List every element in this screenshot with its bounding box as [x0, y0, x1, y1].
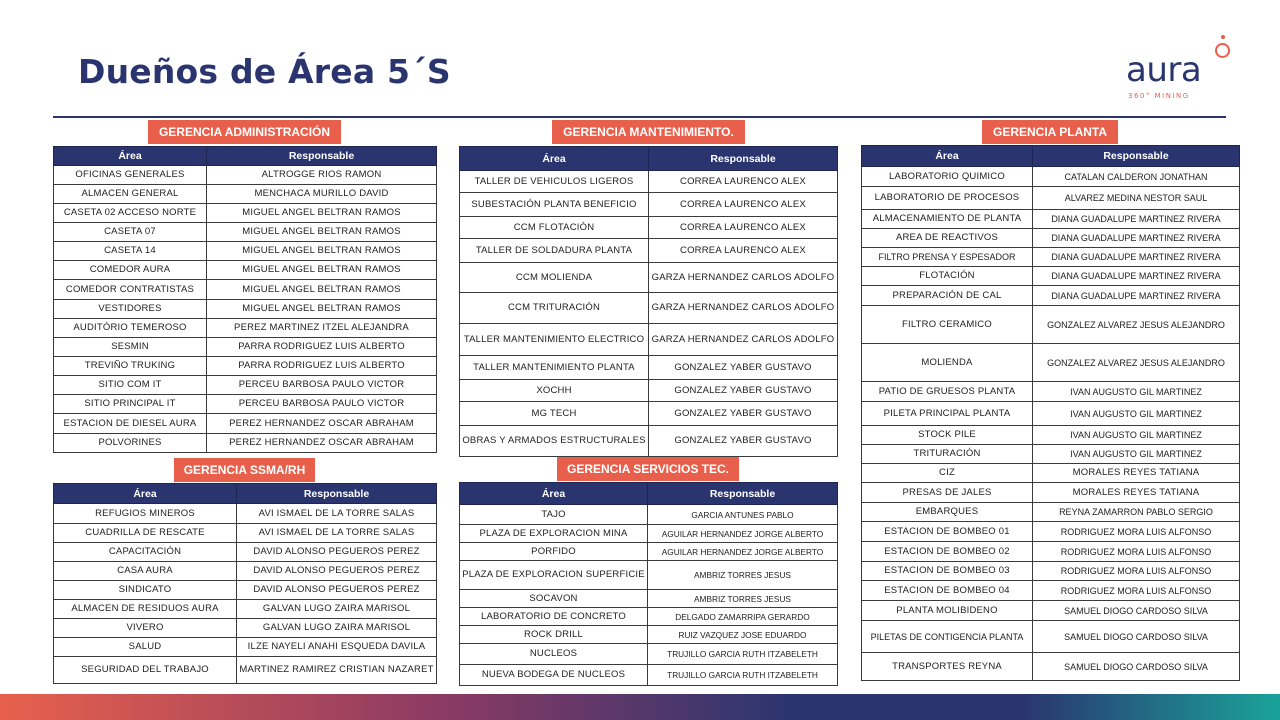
cell-area: FILTRO CERAMICO — [862, 306, 1033, 344]
cell-responsable: GONZALEZ ALVAREZ JESUS ALEJANDRO — [1033, 344, 1240, 382]
table-row — [54, 280, 437, 300]
cell-area: CUADRILLA DE RESCATE — [54, 524, 237, 543]
cell-responsable: SAMUEL DIOGO CARDOSO SILVA — [1033, 621, 1240, 653]
cell-responsable: DIANA GUADALUPE MARTINEZ RIVERA — [1033, 229, 1240, 248]
table-row — [460, 263, 838, 293]
cell-responsable: GARZA HERNANDEZ CARLOS ADOLFO — [649, 293, 838, 324]
cell-area: ROCK DRILL — [460, 626, 648, 644]
cell-area: PLAZA DE EXPLORACION MINA — [460, 525, 648, 543]
cell-responsable: ILZE NAYELI ANAHI ESQUEDA DAVILA — [237, 638, 437, 657]
cell-area: PREPARACIÓN DE CAL — [862, 286, 1033, 306]
cell-area: CASETA 07 — [54, 223, 207, 242]
table-row — [862, 581, 1240, 601]
cell-responsable: SAMUEL DIOGO CARDOSO SILVA — [1033, 601, 1240, 621]
cell-area: PLANTA MOLIBIDENO — [862, 601, 1033, 621]
page-title: Dueños de Área 5´S — [78, 52, 451, 91]
cell-responsable: DIANA GUADALUPE MARTINEZ RIVERA — [1033, 248, 1240, 267]
cell-area: OFICINAS GENERALES — [54, 166, 207, 185]
title-divider — [53, 116, 1226, 118]
cell-responsable: TRUJILLO GARCIA RUTH ITZABELETH — [648, 644, 838, 665]
table-row — [54, 185, 437, 204]
cell-responsable: IVAN AUGUSTO GIL MARTINEZ — [1033, 426, 1240, 445]
header-responsable: Responsable — [237, 484, 437, 504]
table-row — [862, 621, 1240, 653]
table-row — [862, 542, 1240, 562]
table-row — [460, 293, 838, 324]
table-row — [460, 608, 838, 626]
cell-area: VIVERO — [54, 619, 237, 638]
cell-area: LABORATORIO DE CONCRETO — [460, 608, 648, 626]
table-row — [460, 644, 838, 665]
cell-responsable: RODRIGUEZ MORA LUIS ALFONSO — [1033, 542, 1240, 562]
cell-area: TALLER MANTENIMIENTO ELECTRICO — [460, 324, 649, 356]
cell-area: VESTIDORES — [54, 300, 207, 319]
table-row — [54, 524, 437, 543]
cell-area: FLOTACIÓN — [862, 267, 1033, 286]
badge-gerencia-administracion: GERENCIA ADMINISTRACIÓN — [148, 120, 341, 144]
cell-responsable: MARTINEZ RAMIREZ CRISTIAN NAZARET — [237, 657, 437, 684]
table-row — [460, 402, 838, 426]
cell-area: TAJO — [460, 505, 648, 525]
cell-area: CCM MOLIENDA — [460, 263, 649, 293]
cell-area: TALLER DE VEHICULOS LIGEROS — [460, 171, 649, 193]
cell-responsable: DAVID ALONSO PEGUEROS PEREZ — [237, 562, 437, 581]
cell-responsable: DIANA GUADALUPE MARTINEZ RIVERA — [1033, 210, 1240, 229]
table-row — [862, 210, 1240, 229]
cell-responsable: GONZALEZ YABER GUSTAVO — [649, 426, 838, 457]
cell-area: TALLER MANTENIMIENTO PLANTA — [460, 356, 649, 380]
cell-responsable: PEREZ MARTINEZ ITZEL ALEJANDRA — [207, 319, 437, 338]
table-row — [460, 193, 838, 217]
cell-area: CIZ — [862, 464, 1033, 483]
cell-responsable: MIGUEL ANGEL BELTRAN RAMOS — [207, 300, 437, 319]
table-row — [862, 653, 1240, 681]
cell-responsable: MIGUEL ANGEL BELTRAN RAMOS — [207, 261, 437, 280]
table-row — [460, 239, 838, 263]
table-row — [54, 600, 437, 619]
cell-area: SINDICATO — [54, 581, 237, 600]
table-row — [862, 503, 1240, 522]
cell-area: NUEVA BODEGA DE NUCLEOS — [460, 665, 648, 686]
cell-area: ESTACION DE DIESEL AURA — [54, 414, 207, 434]
table-row — [460, 561, 838, 590]
cell-responsable: DELGADO ZAMARRIPA GERARDO — [648, 608, 838, 626]
cell-area: XOCHH — [460, 380, 649, 402]
table-row — [862, 445, 1240, 464]
header-responsable: Responsable — [207, 147, 437, 166]
header-area: Área — [54, 484, 237, 504]
table-row — [54, 376, 437, 395]
cell-responsable: CORREA LAURENCO ALEX — [649, 171, 838, 193]
table-row — [460, 505, 838, 525]
cell-responsable: RODRIGUEZ MORA LUIS ALFONSO — [1033, 581, 1240, 601]
cell-responsable: TRUJILLO GARCIA RUTH ITZABELETH — [648, 665, 838, 686]
cell-responsable: GARZA HERNANDEZ CARLOS ADOLFO — [649, 263, 838, 293]
table-row — [54, 261, 437, 280]
cell-responsable: PERCEU BARBOSA PAULO VICTOR — [207, 376, 437, 395]
cell-area: ESTACION DE BOMBEO 03 — [862, 562, 1033, 581]
table-row — [54, 242, 437, 261]
table-row — [54, 638, 437, 657]
cell-area: COMEDOR AURA — [54, 261, 207, 280]
cell-area: TALLER DE SOLDADURA PLANTA — [460, 239, 649, 263]
cell-area: NUCLEOS — [460, 644, 648, 665]
cell-area: AREA DE REACTIVOS — [862, 229, 1033, 248]
table-row — [862, 402, 1240, 426]
cell-responsable: MENCHACA MURILLO DAVID — [207, 185, 437, 204]
logo-dot-icon — [1221, 35, 1225, 39]
table-row — [460, 525, 838, 543]
cell-responsable: RODRIGUEZ MORA LUIS ALFONSO — [1033, 522, 1240, 542]
logo-tagline: 360° MINING — [1128, 92, 1190, 100]
cell-area: FILTRO PRENSA Y ESPESADOR — [862, 248, 1033, 267]
table-row — [460, 590, 838, 608]
cell-responsable: MIGUEL ANGEL BELTRAN RAMOS — [207, 204, 437, 223]
table-row — [54, 357, 437, 376]
logo-ring-icon — [1215, 43, 1230, 58]
table-row — [862, 167, 1240, 187]
badge-gerencia-planta: GERENCIA PLANTA — [982, 120, 1118, 144]
cell-responsable: PEREZ HERNANDEZ OSCAR ABRAHAM — [207, 414, 437, 434]
table-row — [862, 286, 1240, 306]
cell-responsable: RODRIGUEZ MORA LUIS ALFONSO — [1033, 562, 1240, 581]
table-row — [460, 356, 838, 380]
cell-area: EMBARQUES — [862, 503, 1033, 522]
table-row — [54, 223, 437, 242]
cell-area: AUDITÓRIO TEMEROSO — [54, 319, 207, 338]
cell-area: SALUD — [54, 638, 237, 657]
cell-responsable: MIGUEL ANGEL BELTRAN RAMOS — [207, 242, 437, 261]
cell-area: SITIO COM IT — [54, 376, 207, 395]
cell-responsable: CORREA LAURENCO ALEX — [649, 217, 838, 239]
cell-area: PLAZA DE EXPLORACION SUPERFICIE — [460, 561, 648, 590]
table-row — [54, 204, 437, 223]
cell-responsable: PERCEU BARBOSA PAULO VICTOR — [207, 395, 437, 414]
cell-responsable: GONZALEZ ALVAREZ JESUS ALEJANDRO — [1033, 306, 1240, 344]
table-row — [54, 434, 437, 453]
cell-area: PRESAS DE JALES — [862, 483, 1033, 503]
cell-responsable: MIGUEL ANGEL BELTRAN RAMOS — [207, 280, 437, 300]
cell-area: CAPACITACIÓN — [54, 543, 237, 562]
cell-responsable: GONZALEZ YABER GUSTAVO — [649, 380, 838, 402]
badge-gerencia-ssma: GERENCIA SSMA/RH — [174, 458, 315, 482]
cell-responsable: DIANA GUADALUPE MARTINEZ RIVERA — [1033, 286, 1240, 306]
cell-responsable: GALVAN LUGO ZAIRA MARISOL — [237, 600, 437, 619]
table-row — [862, 187, 1240, 210]
cell-responsable: PARRA RODRIGUEZ LUIS ALBERTO — [207, 338, 437, 357]
table-row — [54, 543, 437, 562]
cell-responsable: AMBRIZ TORRES JESUS — [648, 561, 838, 590]
table-row — [460, 324, 838, 356]
cell-area: CCM FLOTACIÓN — [460, 217, 649, 239]
table-row — [54, 657, 437, 684]
table-row — [460, 426, 838, 457]
cell-responsable: IVAN AUGUSTO GIL MARTINEZ — [1033, 402, 1240, 426]
cell-area: TRITURACIÓN — [862, 445, 1033, 464]
cell-responsable: GALVAN LUGO ZAIRA MARISOL — [237, 619, 437, 638]
logo-wordmark: aura — [1126, 50, 1202, 90]
cell-responsable: CORREA LAURENCO ALEX — [649, 239, 838, 263]
badge-gerencia-servicios: GERENCIA SERVICIOS TEC. — [557, 457, 739, 481]
table-row — [862, 267, 1240, 286]
cell-responsable: CORREA LAURENCO ALEX — [649, 193, 838, 217]
header-area: Área — [862, 146, 1033, 167]
table-row — [54, 166, 437, 185]
table-row — [54, 319, 437, 338]
cell-area: ALMACEN DE RESIDUOS AURA — [54, 600, 237, 619]
cell-responsable: PEREZ HERNANDEZ OSCAR ABRAHAM — [207, 434, 437, 453]
cell-area: TREVIÑO TRUKING — [54, 357, 207, 376]
cell-area: CASETA 14 — [54, 242, 207, 261]
header-responsable: Responsable — [1033, 146, 1240, 167]
cell-responsable: REYNA ZAMARRON PABLO SERGIO — [1033, 503, 1240, 522]
cell-area: CASA AURA — [54, 562, 237, 581]
cell-responsable: DAVID ALONSO PEGUEROS PEREZ — [237, 543, 437, 562]
table-row — [54, 395, 437, 414]
cell-responsable: CATALAN CALDERON JONATHAN — [1033, 167, 1240, 187]
header-responsable: Responsable — [648, 483, 838, 505]
cell-area: TRANSPORTES REYNA — [862, 653, 1033, 681]
cell-responsable: GARCIA ANTUNES PABLO — [648, 505, 838, 525]
cell-area: MOLIENDA — [862, 344, 1033, 382]
table-row — [54, 300, 437, 319]
cell-responsable: DIANA GUADALUPE MARTINEZ RIVERA — [1033, 267, 1240, 286]
cell-area: MG TECH — [460, 402, 649, 426]
cell-responsable: GONZALEZ YABER GUSTAVO — [649, 402, 838, 426]
cell-area: ALMACENAMIENTO DE PLANTA — [862, 210, 1033, 229]
table-row — [54, 619, 437, 638]
table-row — [460, 543, 838, 561]
cell-area: STOCK PILE — [862, 426, 1033, 445]
table-row — [862, 306, 1240, 344]
table-row — [862, 229, 1240, 248]
table-row — [460, 380, 838, 402]
header-responsable: Responsable — [649, 147, 838, 171]
bottom-gradient-bar — [0, 694, 1280, 720]
table-row — [862, 464, 1240, 483]
table-gerencia-mantenimiento — [459, 146, 838, 457]
cell-area: SUBESTACIÓN PLANTA BENEFICIO — [460, 193, 649, 217]
cell-area: COMEDOR CONTRATISTAS — [54, 280, 207, 300]
table-row — [862, 248, 1240, 267]
table-row — [54, 414, 437, 434]
cell-responsable: PARRA RODRIGUEZ LUIS ALBERTO — [207, 357, 437, 376]
cell-area: POLVORINES — [54, 434, 207, 453]
cell-responsable: AGUILAR HERNANDEZ JORGE ALBERTO — [648, 525, 838, 543]
cell-area: SOCAVON — [460, 590, 648, 608]
cell-area: SEGURIDAD DEL TRABAJO — [54, 657, 237, 684]
table-gerencia-planta — [861, 145, 1240, 681]
table-gerencia-ssma — [53, 483, 437, 684]
cell-responsable: MORALES REYES TATIANA — [1033, 483, 1240, 503]
cell-area: PORFIDO — [460, 543, 648, 561]
table-row — [54, 581, 437, 600]
cell-responsable: ALVAREZ MEDINA NESTOR SAUL — [1033, 187, 1240, 210]
cell-responsable: RUIZ VAZQUEZ JOSE EDUARDO — [648, 626, 838, 644]
cell-responsable: AMBRIZ TORRES JESUS — [648, 590, 838, 608]
table-gerencia-administracion — [53, 146, 437, 453]
cell-responsable: GONZALEZ YABER GUSTAVO — [649, 356, 838, 380]
table-row — [862, 483, 1240, 503]
badge-gerencia-mantenimiento: GERENCIA MANTENIMIENTO. — [552, 120, 745, 144]
cell-responsable: SAMUEL DIOGO CARDOSO SILVA — [1033, 653, 1240, 681]
table-gerencia-servicios — [459, 482, 838, 686]
cell-area: OBRAS Y ARMADOS ESTRUCTURALES — [460, 426, 649, 457]
cell-area: PILETAS DE CONTIGENCIA PLANTA — [862, 621, 1033, 653]
cell-area: REFUGIOS MINEROS — [54, 504, 237, 524]
table-row — [862, 344, 1240, 382]
cell-area: CASETA 02 ACCESO NORTE — [54, 204, 207, 223]
table-row — [460, 171, 838, 193]
cell-area: CCM TRITURACIÓN — [460, 293, 649, 324]
table-row — [460, 626, 838, 644]
cell-responsable: GARZA HERNANDEZ CARLOS ADOLFO — [649, 324, 838, 356]
cell-responsable: AGUILAR HERNANDEZ JORGE ALBERTO — [648, 543, 838, 561]
cell-responsable: MIGUEL ANGEL BELTRAN RAMOS — [207, 223, 437, 242]
table-row — [460, 217, 838, 239]
cell-area: LABORATORIO QUIMICO — [862, 167, 1033, 187]
cell-area: SITIO PRINCIPAL IT — [54, 395, 207, 414]
table-row — [862, 426, 1240, 445]
table-row — [460, 665, 838, 686]
table-row — [54, 504, 437, 524]
cell-responsable: IVAN AUGUSTO GIL MARTINEZ — [1033, 445, 1240, 464]
cell-area: ALMACEN GENERAL — [54, 185, 207, 204]
cell-responsable: IVAN AUGUSTO GIL MARTINEZ — [1033, 382, 1240, 402]
table-row — [54, 562, 437, 581]
table-row — [54, 338, 437, 357]
aura-logo — [1124, 34, 1244, 104]
cell-area: ESTACION DE BOMBEO 01 — [862, 522, 1033, 542]
cell-responsable: MORALES REYES TATIANA — [1033, 464, 1240, 483]
cell-area: LABORATORIO DE PROCESOS — [862, 187, 1033, 210]
cell-area: PILETA PRINCIPAL PLANTA — [862, 402, 1033, 426]
cell-area: SESMIN — [54, 338, 207, 357]
cell-area: PATIO DE GRUESOS PLANTA — [862, 382, 1033, 402]
table-row — [862, 601, 1240, 621]
table-row — [862, 382, 1240, 402]
table-row — [862, 522, 1240, 542]
cell-responsable: AVI ISMAEL DE LA TORRE SALAS — [237, 524, 437, 543]
header-area: Área — [460, 483, 648, 505]
table-row — [862, 562, 1240, 581]
cell-responsable: DAVID ALONSO PEGUEROS PEREZ — [237, 581, 437, 600]
header-area: Área — [54, 147, 207, 166]
cell-area: ESTACION DE BOMBEO 04 — [862, 581, 1033, 601]
cell-responsable: ALTROGGE RIOS RAMON — [207, 166, 437, 185]
cell-area: ESTACION DE BOMBEO 02 — [862, 542, 1033, 562]
header-area: Área — [460, 147, 649, 171]
cell-responsable: AVI ISMAEL DE LA TORRE SALAS — [237, 504, 437, 524]
